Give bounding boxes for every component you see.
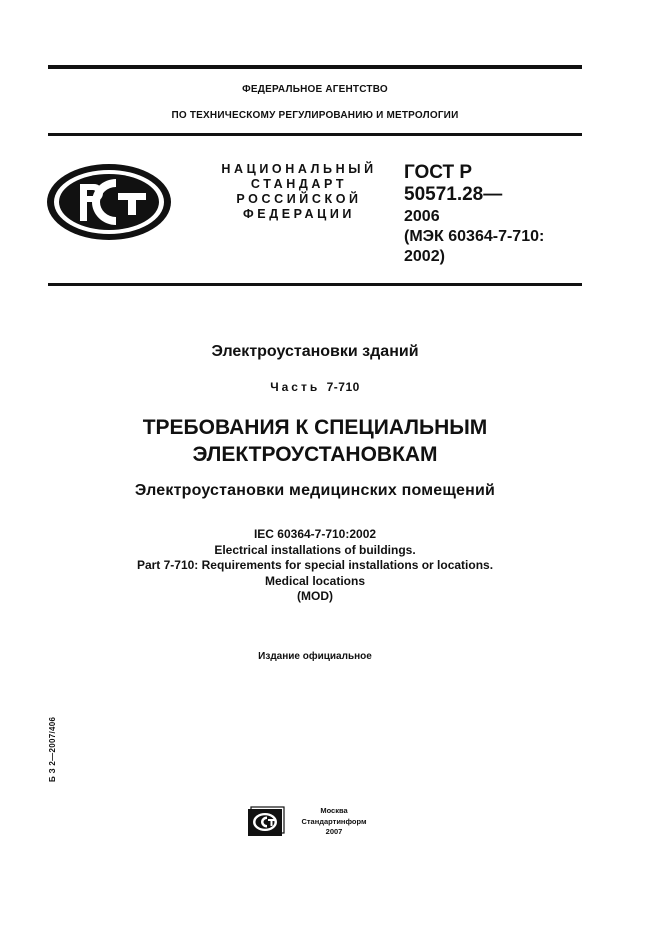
- designation-line-5: 2002): [404, 248, 445, 265]
- designation-line-1: ГОСТ Р: [404, 162, 473, 183]
- publisher-info: [298, 806, 370, 838]
- part-label: [48, 380, 582, 394]
- iec-line-4: Medical locations: [264, 573, 366, 588]
- top-rule: [48, 65, 582, 69]
- iec-line-2: Electrical installations of buildings.: [214, 542, 416, 557]
- national-standard-line-1: НАЦИОНАЛЬНЫЙ: [221, 162, 377, 176]
- national-standard-line-3: РОССИЙСКОЙ: [236, 192, 362, 206]
- standartinform-logo-icon: [246, 806, 286, 838]
- publisher-city: Москва: [320, 806, 348, 815]
- publisher-year: 2007: [325, 827, 343, 836]
- side-code: Б З 2—2007/406: [48, 716, 57, 782]
- part-word: Часть: [270, 380, 321, 394]
- iec-line-5: (MOD): [297, 589, 333, 603]
- rst-emblem-icon: [44, 161, 174, 243]
- agency-line-1: ФЕДЕРАЛЬНОЕ АГЕНТСТВО: [242, 84, 388, 95]
- iec-line-3: Part 7-710: Requirements for special installations or locations.: [136, 558, 494, 572]
- designation-line-3: 2006: [404, 208, 440, 225]
- requirements-heading: [48, 414, 582, 468]
- national-standard-label: [214, 162, 384, 222]
- designation-line-2: 50571.28—: [404, 184, 503, 205]
- requirements-line-1: ТРЕБОВАНИЯ К СПЕЦИАЛЬНЫМ: [142, 416, 488, 439]
- iec-line-1: IEC 60364-7-710:2002: [253, 527, 377, 541]
- bottom-rule: [48, 283, 582, 286]
- publisher-name: Стандартинформ: [301, 816, 367, 826]
- edition-label: Издание официальное: [258, 651, 372, 662]
- requirements-line-2: ЭЛЕКТРОУСТАНОВКАМ: [192, 443, 438, 466]
- part-number: 7-710: [326, 380, 360, 394]
- iec-reference: [48, 527, 582, 605]
- middle-rule: [48, 133, 582, 136]
- designation-line-4: (МЭК 60364-7-710:: [404, 228, 545, 245]
- national-standard-line-4: ФЕДЕРАЦИИ: [242, 207, 355, 221]
- national-standard-line-2: СТАНДАРТ: [250, 177, 348, 191]
- document-subtitle: Электроустановки медицинских помещений: [134, 482, 496, 499]
- standard-designation: [404, 162, 594, 267]
- agency-line-2: ПО ТЕХНИЧЕСКОМУ РЕГУЛИРОВАНИЮ И МЕТРОЛОГИИ: [171, 110, 459, 121]
- document-title: Электроустановки зданий: [211, 343, 419, 360]
